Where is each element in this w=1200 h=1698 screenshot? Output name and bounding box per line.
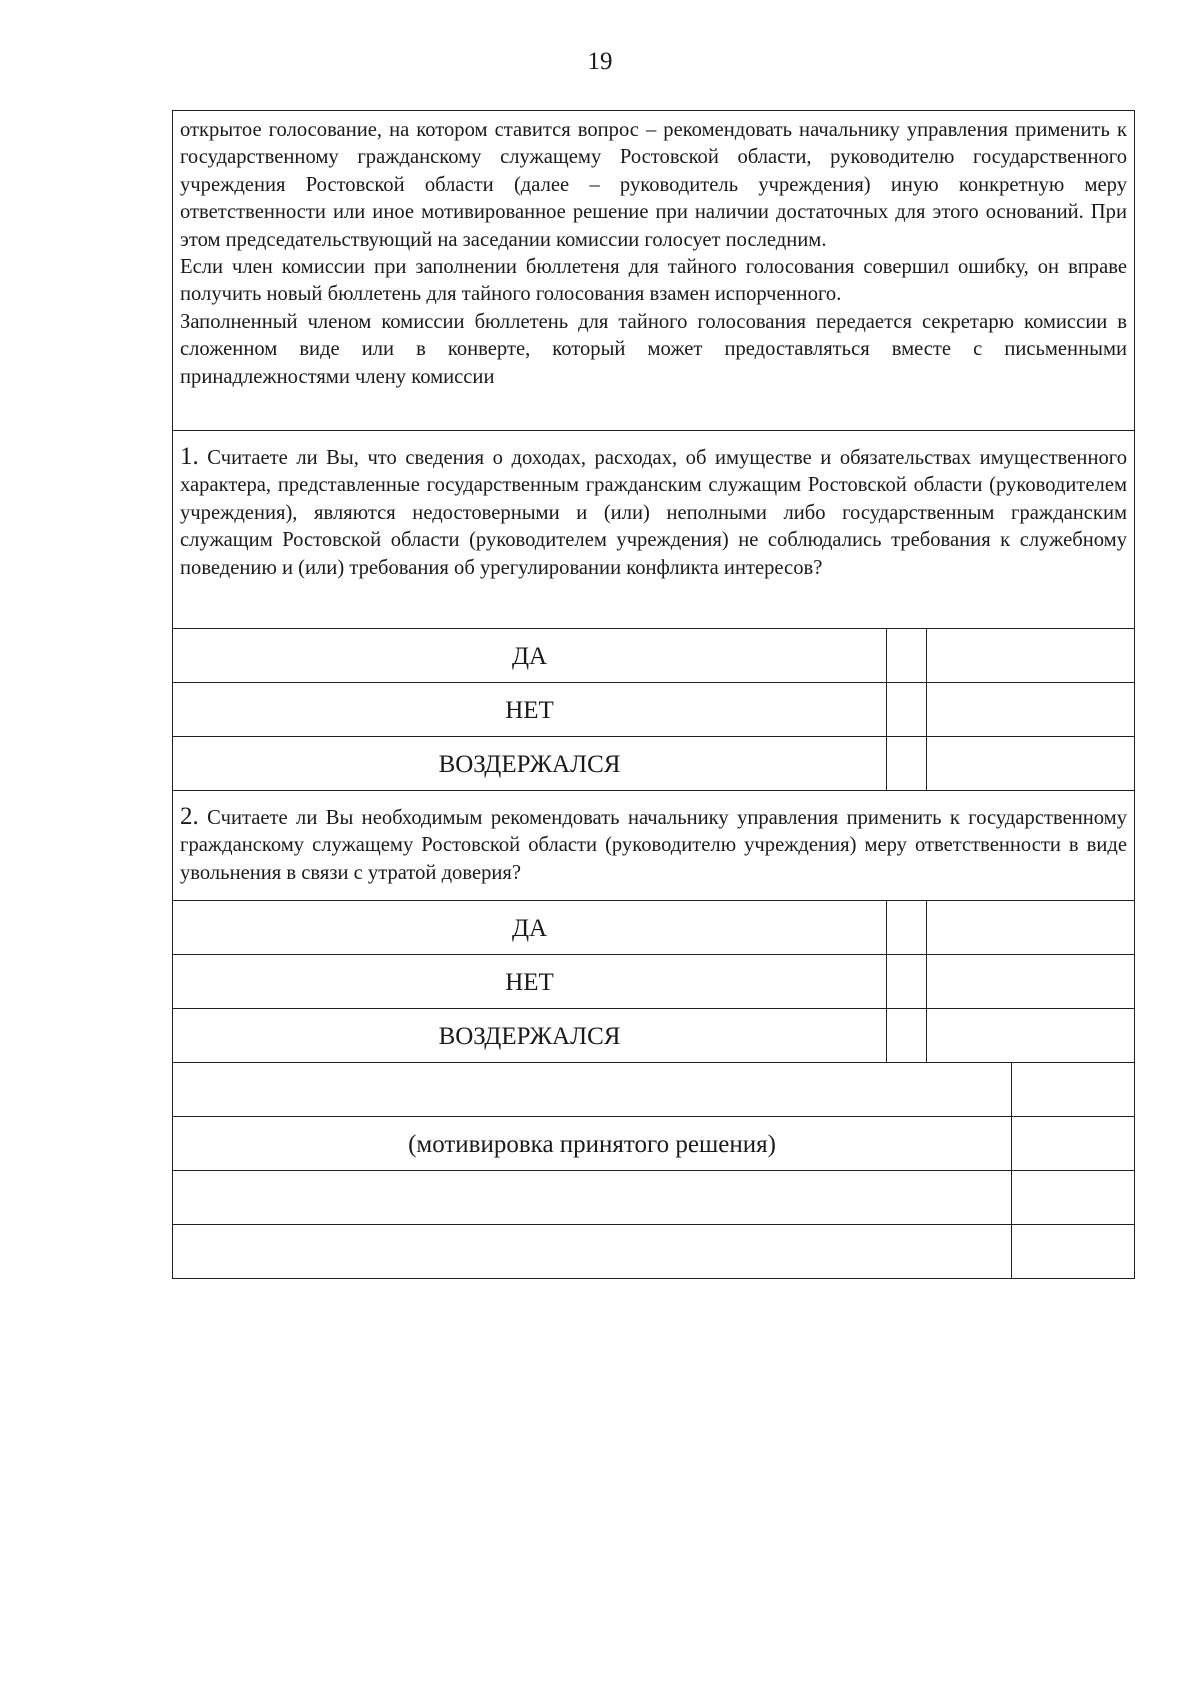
intro-section (173, 111, 1134, 431)
motivation-side-cell (1012, 1171, 1134, 1224)
question-1-option-abstain (173, 737, 1134, 791)
motivation-row (173, 1171, 1134, 1225)
vote-checkbox[interactable] (887, 955, 927, 1008)
vote-checkbox[interactable] (887, 683, 927, 736)
vote-checkbox[interactable] (887, 629, 927, 682)
intro-paragraph: Если член комиссии при заполнении бюллетеня для тайного голосования совершил ошибку, он вправе получить новый бюллетень для тайного голосования взамен испорченного. (180, 256, 1127, 306)
option-label: ДА (173, 629, 887, 682)
motivation-input-line[interactable] (173, 1171, 1012, 1224)
question-1-option-yes (173, 629, 1134, 683)
motivation-input-line[interactable] (173, 1225, 1012, 1278)
option-label: НЕТ (173, 683, 887, 736)
question-2-option-abstain (173, 1009, 1134, 1063)
option-label: НЕТ (173, 955, 887, 1008)
vote-cell (927, 737, 1134, 790)
vote-cell (927, 683, 1134, 736)
motivation-row (173, 1063, 1134, 1117)
motivation-row (173, 1225, 1134, 1278)
ballot-form (172, 110, 1135, 1279)
question-1-number: 1. (180, 443, 199, 470)
option-label: ВОЗДЕРЖАЛСЯ (173, 737, 887, 790)
vote-cell (927, 901, 1134, 954)
vote-checkbox[interactable] (887, 901, 927, 954)
vote-cell (927, 629, 1134, 682)
motivation-side-cell (1012, 1063, 1134, 1116)
question-2-number: 2. (180, 803, 199, 830)
vote-cell (927, 955, 1134, 1008)
option-label: ВОЗДЕРЖАЛСЯ (173, 1009, 887, 1062)
page-number: 19 (587, 48, 613, 75)
intro-paragraph: Заполненный членом комиссии бюллетень для тайного голосования передается секретарю комиссии в сложенном виде или в конверте, который может предоставляться вместе с письменными принадлежностями члену комиссии (180, 310, 1127, 388)
vote-cell (927, 1009, 1134, 1062)
question-1-option-no (173, 683, 1134, 737)
motivation-side-cell (1012, 1117, 1134, 1170)
question-2-option-yes (173, 901, 1134, 955)
option-label: ДА (173, 901, 887, 954)
vote-checkbox[interactable] (887, 1009, 927, 1062)
question-1 (173, 431, 1134, 629)
question-2 (173, 791, 1134, 901)
motivation-side-cell (1012, 1225, 1134, 1278)
motivation-input-line[interactable] (173, 1063, 1012, 1116)
question-2-text: Считаете ли Вы необходимым рекомендовать начальнику управления применить к государственному гражданскому служащему Ростовской области (руководителю учреждения) меру ответственности в виде увольнения в связи с утратой доверия? (180, 807, 1127, 884)
motivation-label: (мотивировка принятого решения) (173, 1117, 1012, 1170)
question-1-text: Считаете ли Вы, что сведения о доходах, расходах, об имуществе и обязательствах имущественного характера, представленные государственным гражданским служащим Ростовской области (руководителем учреждения), являются недостоверными и (или) неполными либо государственным гражданским служащим Ростовской области (руководителем учреждения) не соблюдались требования к служебному поведению и (или) требования об урегулировании конфликта интересов? (180, 447, 1127, 579)
motivation-label-row (173, 1117, 1134, 1171)
question-2-option-no (173, 955, 1134, 1009)
intro-paragraph: открытое голосование, на котором ставится вопрос – рекомендовать начальнику управления применить к государственному гражданскому служащему Ростовской области, руководителю государственного учреждения Ростовской области (далее – руководитель учреждения) иную конкретную меру ответственности или иное мотивированное решение при наличии достаточных для этого оснований. При этом председательствующий на заседании комиссии голосует последним. (180, 119, 1127, 251)
vote-checkbox[interactable] (887, 737, 927, 790)
